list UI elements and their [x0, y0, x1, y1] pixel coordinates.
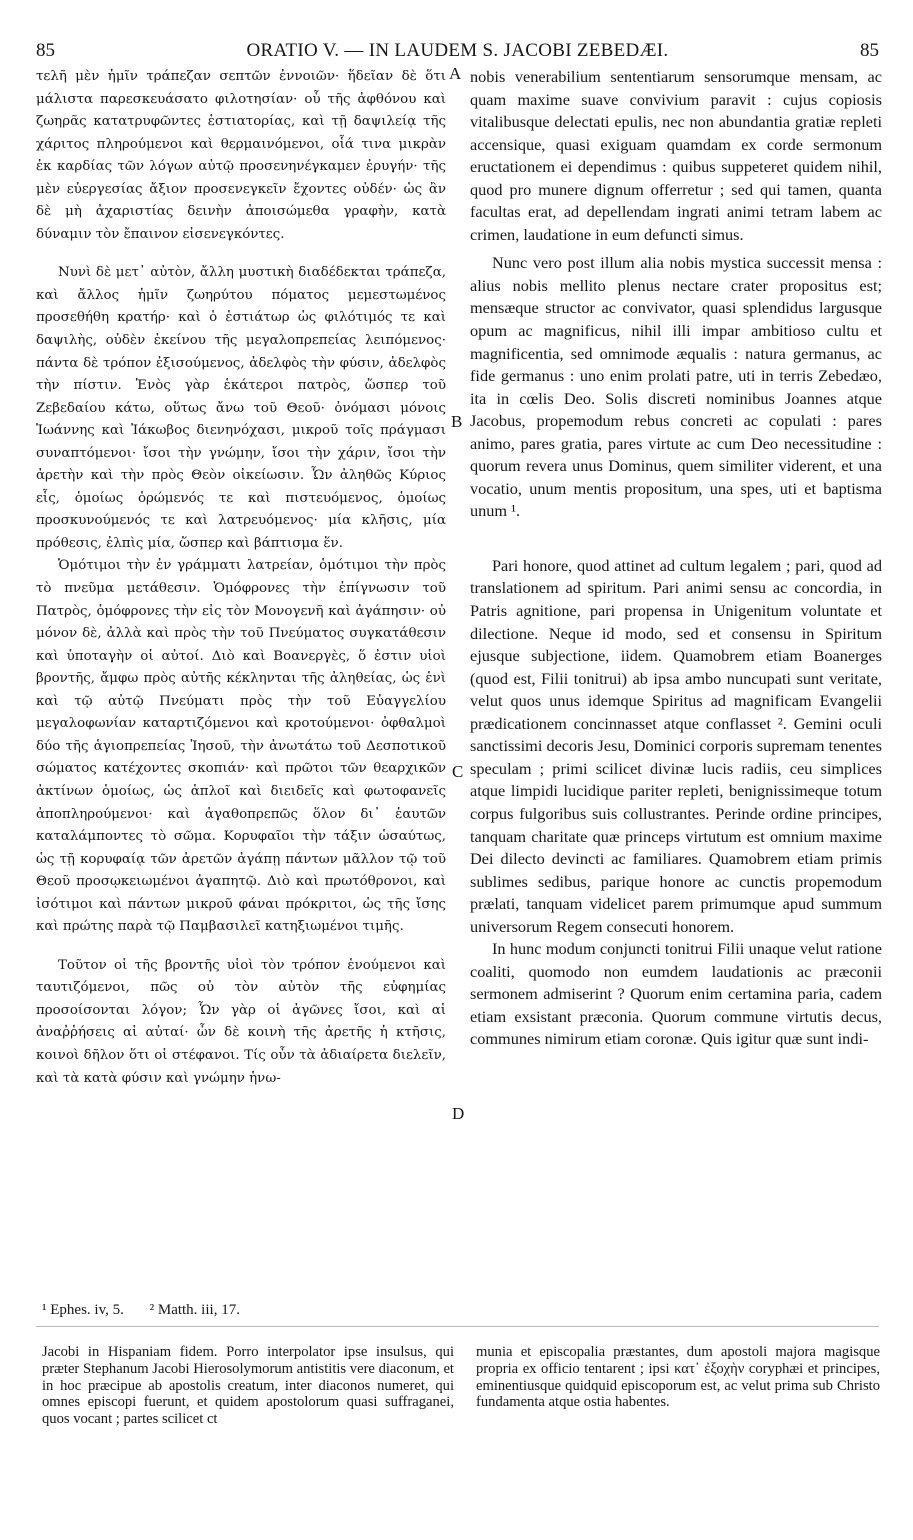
latin-paragraph-4: In hunc modum conjuncti tonitrui Filii unaque velut ratione coaliti, quomodo non eumdem laudationis ac præconii sermonem admiserint ? Quorum enim certamina paria, cadem etiam exsistant præconia. Quorum commune virtutis decus, communes nimirum etiam coronæ. Quis igitur quæ sunt indi-: [470, 939, 882, 1049]
footnotes: [42, 1300, 462, 1320]
running-head: [36, 38, 879, 64]
greek-paragraph-4: Τοῦτον οἱ τῆς βροντῆς υἱοὶ τὸν τρόπον ἑνούμενοι καὶ ταυτιζόμενοι, πῶς οὐ τὸν αὐτὸν τῆς εὐφημίας προσοίσονται λόγον; Ὧν γὰρ οἱ ἀγῶνες ἴσοι, καὶ αἱ ἀναῤῥήσεις αἱ αὐταί· ὧν δὲ κοινὴ τῆς ἀρετῆς ἡ κτῆσις, κοινοὶ δῆλον ὅτι οἱ στέφανοι. Τίς οὖν τὰ ἀδιαίρετα διελεῖν, καὶ τὰ κατὰ φύσιν καὶ γνώμην ἡνω-: [36, 957, 446, 1086]
footnote-2: ² Matth. iii, 17.: [149, 1302, 240, 1318]
commentary-note-right: munia et episcopalia præstantes, dum apostoli majora magisque propria ex officio tentarent ; ipsi κατ᾽ ἐξοχὴν coryphæi et principes, eminentiusque quidquid episcoporum est, ac velut prima sub Christo fundamenta atque ostia habentes.: [476, 1344, 880, 1411]
greek-paragraph-1: τελῆ μὲν ἡμῖν τράπεζαν σεπτῶν ἐννοιῶν· ἥδεῖαν δὲ ὅτι μάλιστα παρεσκευάσατο φιλοτησίαν· οὗ τῆς ἀφθόνου καὶ ζωηρᾶς κατατρυφῶντες ἑστιατορίας, καὶ τῇ δαψιλείᾳ τῆς χάριτος πληρούμενοι καὶ θερμαινόμενοι, οἷά τινα μικρὰν ἐκ καρδίας τῶν λόγων αὐτῷ προσενηνέγκαμεν ἐρυγήν· τῆς μὲν εὐεργεσίας ἄξιον προσενεγκεῖν ἔχοντες οὐδέν· ὡς ἂν δὲ μὴ ἀχαριστίας δεινὴν ἀποισώμεθα γραφὴν, κατὰ δύναμιν τὸν ἔπαινον εἰσενεγκόντες.: [36, 69, 446, 242]
footnote-divider: [36, 1326, 879, 1327]
commentary-note-left: Jacobi in Hispaniam fidem. Porro interpolator ipse insulsus, qui præter Stephanum Jacobi Hierosolymorum antistitis vere diaconum, et in hoc præcipue ab apostolis creatum, inter diaconos numeret, qui omnes episcopi fuerunt, et quidem apostolorum quasi suffraganei, quos vocant ; partes scilicet ct: [42, 1344, 454, 1428]
greek-paragraph-3: Ὁμότιμοι τὴν ἐν γράμματι λατρείαν, ὁμότιμοι τὴν πρὸς τὸ πνεῦμα μετάθεσιν. Ὁμόφρονες τὴν ἐπίγνωσιν τοῦ Πατρὸς, ὁμόφρονες τὴν εἰς τὸν Μονογενῆ καὶ ἀγάπησιν· οὐ μόνον δὲ, ἀλλὰ καὶ πρὸς τὴν τοῦ Πνεύματος συγκατάθεσιν καὶ ὑποταγὴν οἱ αὐτοί. Διὸ καὶ Βοανεργὲς, ὅ ἐστιν υἱοὶ βροντῆς, ἄμφω πρὸς αὐτῆς κέκληνται τῆς ἀληθείας, ὡς ἑνὶ καὶ τῷ αὐτῷ Πνεύματι πρὸς τὴν τοῦ Εὐαγγελίου μεγαλοφωνίαν καταρτιζόμενοι καὶ κροτούμενοι· ὀφθαλμοὶ δύο τῆς ἁγιοπρεπείας Ἰησοῦ, τὴν ἀνωτάτω τοῦ Δεσποτικοῦ σώματος κατέχοντες σκοπιάν· καὶ πρῶτοι τῶν θεαρχικῶν ἀκτίνων ὁμοίως, ὡς ἁπλοῖ καὶ διειδεῖς καὶ φωτοφανεῖς ἀποπληρούμενοι· καὶ ἀγαθοπρεπῶς ὅλον δι᾽ ἑαυτῶν καταλάμποντες τὸ σῶμα. Κορυφαῖοι τὴν τάξιν ὡσαύτως, ὡς τῇ κορυφαίᾳ τῶν ἀρετῶν ἀγάπῃ πάντων μᾶλλον τῷ τοῦ Θεοῦ προσῳκειωμένοι ἀγαπητῷ. Διὸ καὶ πρωτόθρονοι, καὶ ἰσότιμοι καὶ πάντων μικροῦ φάναι πρόκριτοι, ὡς τῆς ἴσης καὶ πρώτης παρὰ τῷ Παμβασιλεῖ κατηξιωμένοι τιμῆς.: [36, 558, 446, 935]
page-number-left: 85: [36, 40, 55, 61]
page-number-right: 85: [860, 40, 879, 61]
greek-paragraph-2: Νυνὶ δὲ μετ᾽ αὐτὸν, ἄλλη μυστικὴ διαδέδεκται τράπεζα, καὶ ἄλλος ἡμῖν ζωηρύτου πόματος μεμεστωμένος προσεθήθη κρατήρ· καὶ ὁ ἑστιάτωρ ὡς φιλότιμός τε καὶ δαψιλὴς, οὐδὲν ἐκείνου τῆς μεγαλοπρεπείας λειπόμενος· πάντα δὲ τρόπον ἐξισούμενος, ἀδελφὸς τὴν φύσιν, ἀδελφὸς τὴν πίστιν. Ἑνὸς γὰρ ἑκάτεροι πατρὸς, ὥσπερ τοῦ Ζεβεδαίου κάτω, οὕτως ἄνω τοῦ Θεοῦ· ὀνόμασι μόνοις Ἰωάννης καὶ Ἰάκωβος διενηνόχασι, μικροῦ τοῖς πράγμασι συναπτόμενοι· ἴσοι τὴν γνώμην, ἴσοι τὴν χάριν, ἴσοι τὴν ἀρετὴν καὶ τὴν πρὸς Θεὸν οἰκείωσιν. Ὧν ἀληθῶς Κύριος εἷς, ὁμοίως ὁρώμενός τε καὶ πιστευόμενος, ὁμοίως προσκυνούμενός τε καὶ λατρευόμενος· μία κλῆσις, μία πρόθεσις, ἐλπὶς μία, ὥσπερ καὶ βάπτισμα ἕν.: [36, 265, 446, 551]
latin-paragraph-1: nobis venerabilium sententiarum sensorumque mensam, ac quam maxime suave convivium paravit : cujus copiosis vitalibusque delectati epulis, nec non abundantia gratiæ repleti accensique, quasi exiguam quamdam ex corde sermonum eructationem ei dependimus : quibus suppeteret quidem nihil, quod pro munere dignum offerretur ; sed qui tamen, quanta facultas erat, ad depellendam ingrati animi tetram labem ac crimen, laudatione in eum defuncti simus.: [470, 67, 882, 244]
margin-marker-c: C: [452, 762, 464, 781]
margin-marker-b: B: [451, 412, 463, 431]
margin-marker-a: A: [449, 64, 462, 83]
latin-paragraph-3: Pari honore, quod attinet ad cultum legalem ; pari, quod ad translationem ad spiritum. Pari animi sensu ac concordia, in Patris agnitione, pari propensa in Unigenitum voluntate et dilectione. Neque id modo, sed et consensu in Spiritum ejusque subjectione, iidem. Quamobrem etiam Boanerges (quod est, Filii tonitrui) ab ipsa ambo nuncupati sunt veritate, velut quos unus idemque Spiritus ad magnificam Evangelii prædicationem concinnasset atque conflasset ². Gemini oculi sanctissimi decoris Jesu, Dominici corporis supremam tenentes speculam ; primi scilicet divinæ lucis radiis, ceu simplices atque limpidi lucidique pariter repleti, benignissimeque totum corpus fulgoribus suis collustrantes. Perinde ordine principes, tanquam charitate quæ princeps virtutum est omnium maxime Dei dilecto devincti ac familiares. Quamobrem etiam primis sublimes sedibus, parique honore ac cunctis propemodum prælati, tanquam videlicet parem primumque apud summum universorum Regem consecuti honorem.: [470, 555, 882, 936]
page-title: ORATIO V. — IN LAUDEM S. JACOBI ZEBEDÆI.: [246, 40, 669, 61]
latin-column: [470, 66, 882, 1051]
latin-paragraph-2: Nunc vero post illum alia nobis mystica successit mensa : alius nobis mellito plenus nectare crater propositus est; mensæque structor ac convivator, quasi splendidus largusque opum ac magnificus, nihil illi impar ambitioso cultu et magnificentia, sed omnimode æqualis : natura germanus, ac fide germanus : uno enim prolati patre, uti in terris Zebedæo, ita in cœlis Deo. Solis discreti nominibus Joannes atque Jacobus, propemodum rebus concreti ac copulati : pares animo, pares gratia, pares virtute ac cum Deo necessitudine : quorum revera unus Dominus, quem similiter viderent, et una vocatio, unum mentis propositum, una spes, uti et baptisma unum ¹.: [470, 253, 882, 521]
footnote-1: ¹ Ephes. iv, 5.: [42, 1302, 124, 1318]
greek-column: [36, 66, 446, 1090]
margin-marker-d: D: [452, 1104, 465, 1123]
